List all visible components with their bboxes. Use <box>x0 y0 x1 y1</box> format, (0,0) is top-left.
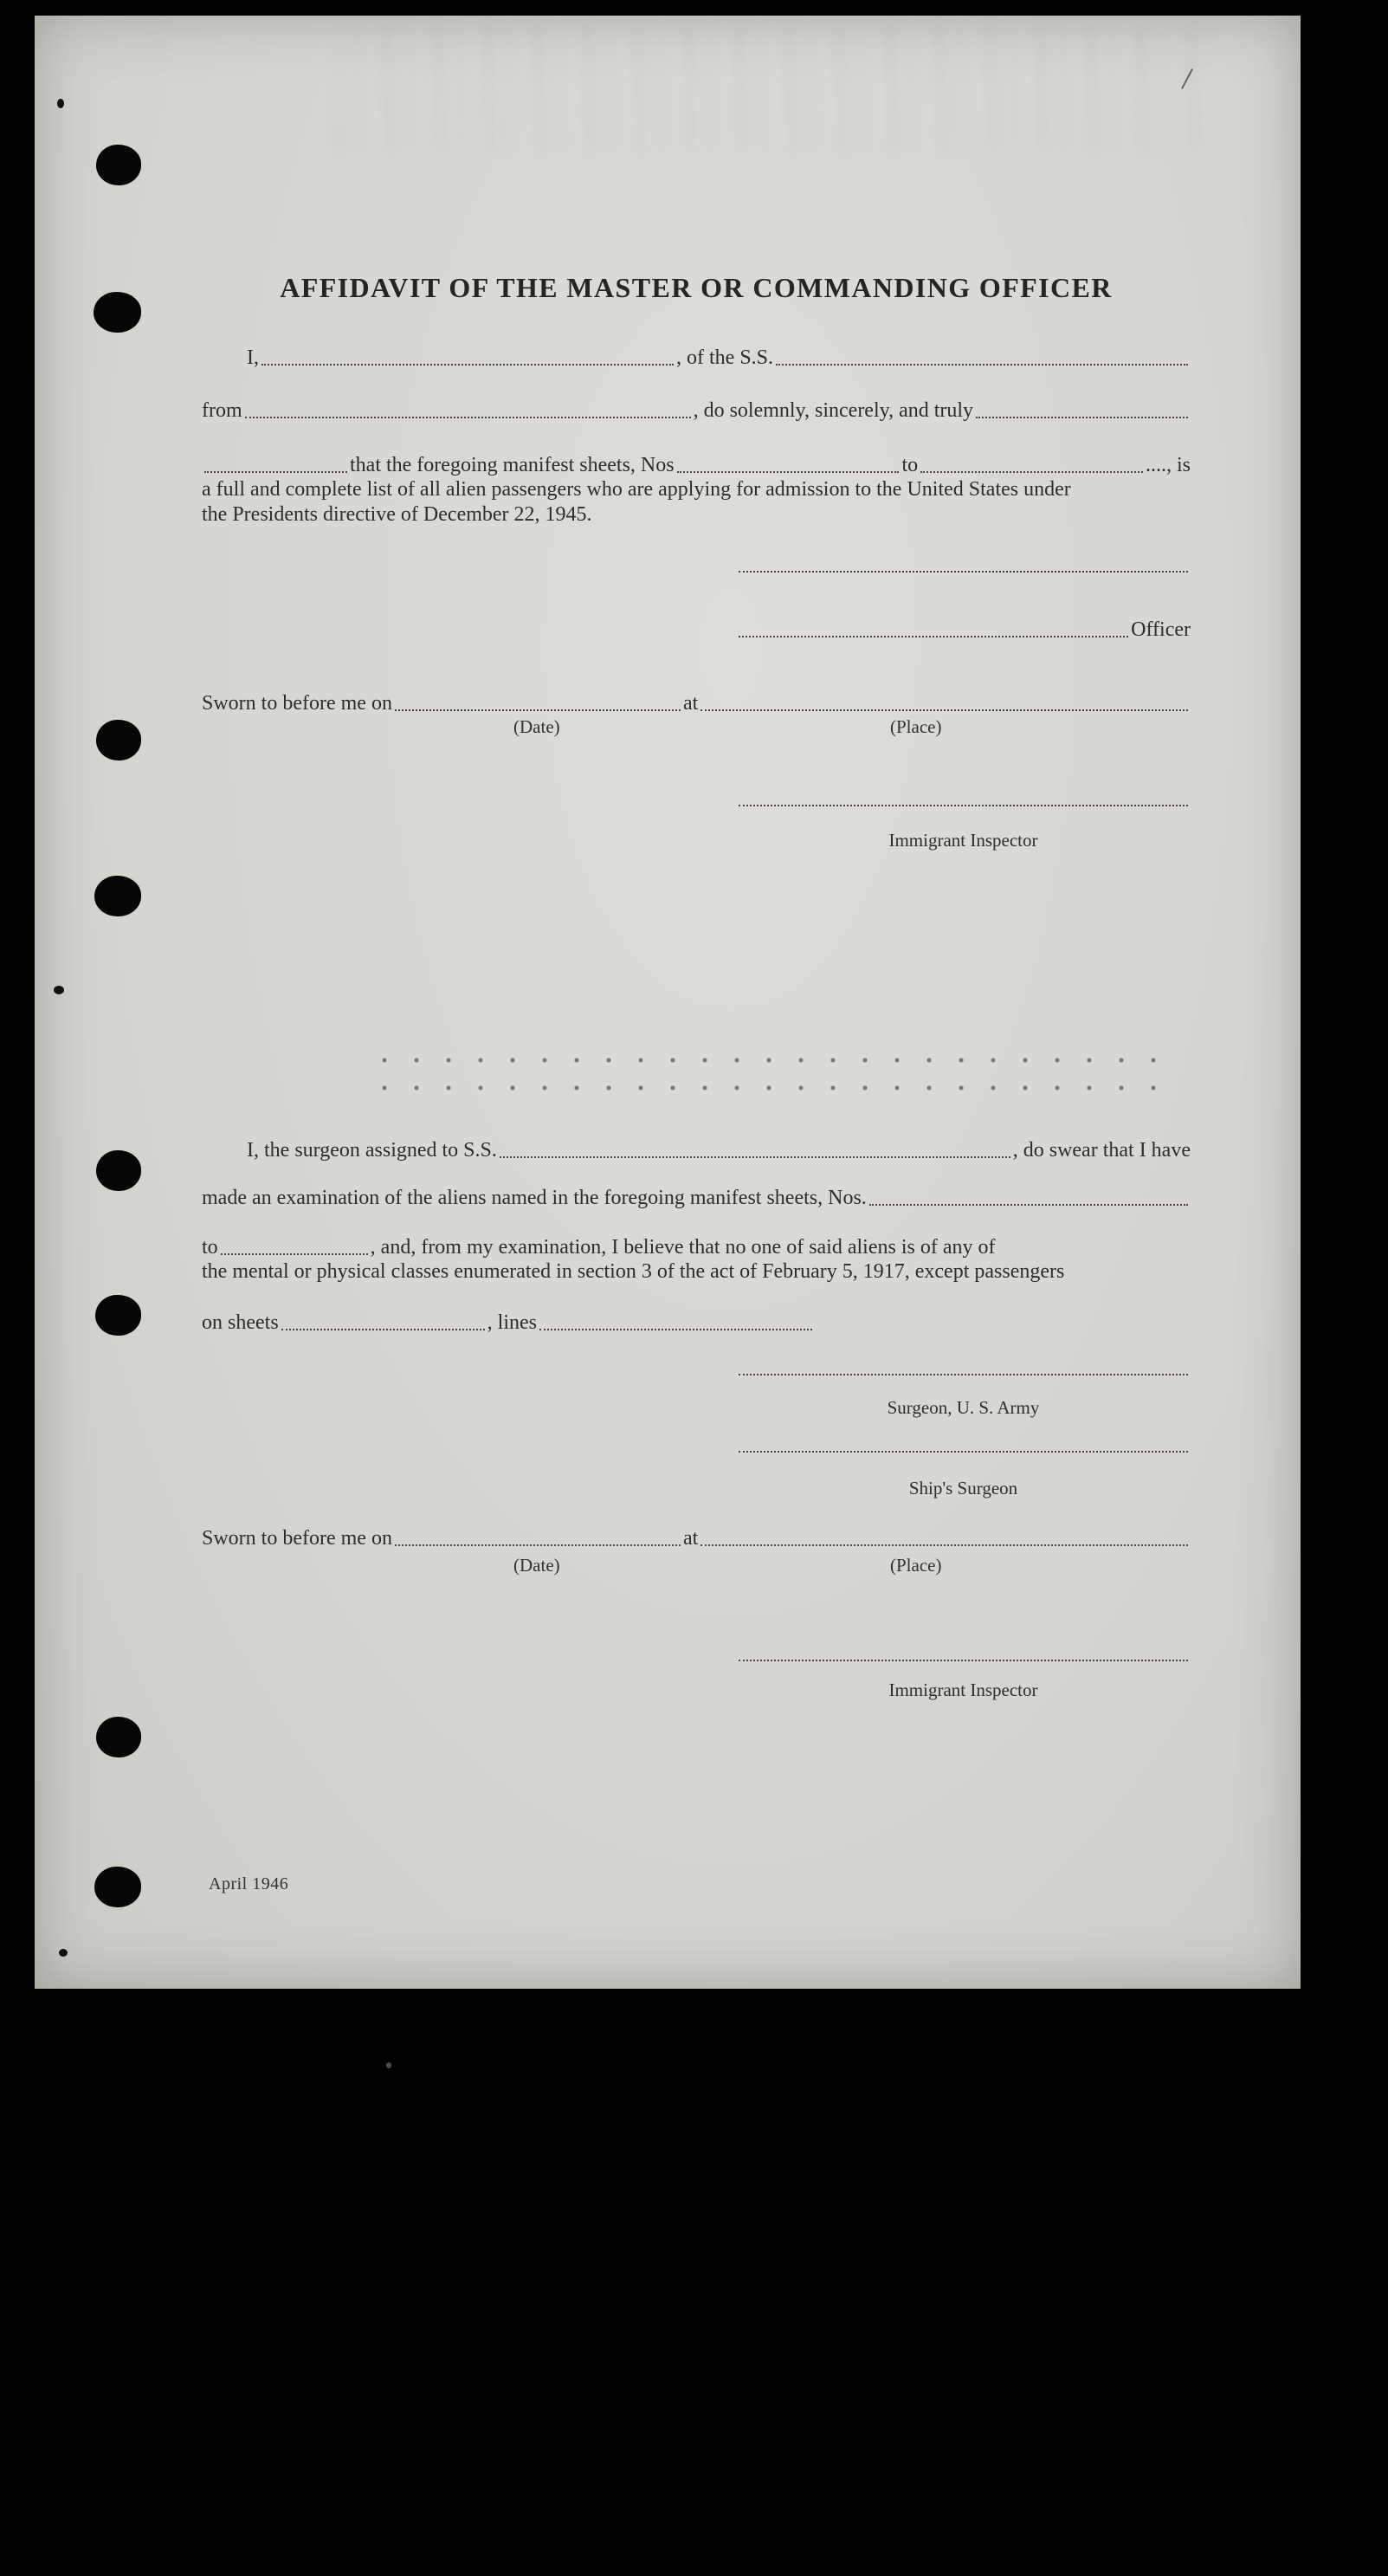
on-sheets-label: on sheets <box>202 1311 279 1334</box>
lines-label: , lines <box>487 1311 537 1334</box>
signature-line <box>739 1451 1188 1453</box>
place-caption: (Place) <box>890 716 942 737</box>
sworn-date-blank <box>395 1544 681 1546</box>
punch-hole <box>96 1150 141 1191</box>
sworn-place-blank <box>700 1544 1188 1546</box>
surgeon-opening-text: I, the surgeon assigned to S.S. <box>247 1139 497 1162</box>
inspector-label: Immigrant Inspector <box>888 830 1038 851</box>
inspector-label: Immigrant Inspector <box>888 1680 1038 1700</box>
punch-hole <box>94 1867 141 1907</box>
ink-bleed-ghost <box>338 23 1212 152</box>
army-surgeon-label: Surgeon, U. S. Army <box>887 1397 1040 1418</box>
sheets-from-blank <box>677 471 900 473</box>
surgeon-inspector-caption <box>736 1680 1191 1701</box>
date-caption: (Date) <box>513 716 560 737</box>
punch-hole <box>95 1295 141 1336</box>
army-surgeon-caption <box>736 1397 1191 1419</box>
scan-speck <box>54 986 64 994</box>
master-inspector-signature-blank <box>736 805 1191 811</box>
signature-line <box>739 636 1128 638</box>
do-swear-text: , do swear that I have <box>1012 1139 1191 1162</box>
master-inspector-caption <box>736 830 1191 851</box>
form-title: AFFIDAVIT OF THE MASTER OR COMMANDING OFFICER <box>280 272 1113 303</box>
form-print-date: April 1946 <box>209 1874 289 1893</box>
surgeon-classes-line <box>202 1259 1191 1284</box>
is-label: ...., is <box>1146 454 1191 476</box>
officer-label: Officer <box>1131 618 1191 641</box>
punch-hole <box>96 720 141 761</box>
port-blank <box>245 417 691 418</box>
perforation-dots <box>381 1056 1165 1064</box>
to-blank <box>221 1253 368 1255</box>
sheets-lines-line <box>202 1311 1191 1335</box>
scan-speck <box>386 2062 391 2068</box>
manifest-text: that the foregoing manifest sheets, Nos <box>350 454 675 476</box>
from-label: from <box>202 399 242 422</box>
scan-speck <box>57 99 64 108</box>
surgeon-sworn-captions <box>202 1555 1191 1577</box>
punch-hole <box>96 145 141 185</box>
master-sworn-line <box>202 691 1191 715</box>
officer-signature-line <box>736 618 1191 642</box>
surgeon-to-line <box>202 1235 1191 1259</box>
officer-signature-blank <box>736 571 1191 577</box>
body-text: the Presidents directive of December 22, 1945. <box>202 503 592 526</box>
sheets-nos-blank <box>869 1204 1188 1206</box>
examination-belief-text: , and, from my examination, I believe that no one of said aliens is of any of <box>370 1236 996 1259</box>
leading-blank <box>204 471 347 473</box>
to-label: to <box>901 454 919 476</box>
manifest-body-line-2 <box>202 477 1191 502</box>
scanned-form-page <box>35 16 1301 1989</box>
solemnly-text: , do solemnly, sincerely, and truly <box>693 399 974 422</box>
punch-hole <box>94 292 141 333</box>
surgeon-examination-line <box>202 1186 1191 1210</box>
manifest-sheets-line <box>202 453 1191 477</box>
truly-trailing-blank <box>976 417 1188 418</box>
sworn-date-blank <box>395 709 681 711</box>
master-opening-line <box>202 346 1191 370</box>
ship-surgeon-caption <box>736 1478 1191 1499</box>
signature-line <box>739 1374 1188 1375</box>
ship-surgeon-label: Ship's Surgeon <box>908 1478 1018 1498</box>
ss-label: , of the S.S. <box>676 346 774 369</box>
manifest-body-line-3 <box>202 502 1191 527</box>
perforation-dots <box>381 1084 1165 1091</box>
classes-text: the mental or physical classes enumerated in section 3 of the act of February 5, 1917, except passengers <box>202 1260 1065 1283</box>
punch-hole <box>96 1717 141 1757</box>
master-i-label: I, <box>247 346 259 369</box>
surgeon-inspector-signature-blank <box>736 1660 1191 1666</box>
body-text: a full and complete list of all alien passengers who are applying for admission to the United States under <box>202 478 1071 501</box>
at-label: at <box>682 692 699 715</box>
army-surgeon-signature-blank <box>736 1374 1191 1380</box>
master-sworn-captions <box>202 716 1191 739</box>
signature-line <box>739 571 1188 573</box>
ship-surgeon-signature-blank <box>736 1451 1191 1457</box>
surgeon-opening-line <box>202 1138 1191 1162</box>
master-from-line <box>202 398 1191 423</box>
sworn-place-blank <box>700 709 1188 711</box>
to-label: to <box>202 1236 218 1259</box>
master-name-blank <box>261 364 674 366</box>
date-caption: (Date) <box>513 1555 560 1576</box>
scan-speck <box>59 1949 68 1957</box>
signature-line <box>739 1660 1188 1661</box>
surgeon-sworn-line <box>202 1526 1191 1550</box>
lines-blank <box>539 1329 812 1330</box>
signature-line <box>739 805 1188 806</box>
sheets-blank <box>281 1329 485 1330</box>
sworn-prefix: Sworn to before me on <box>202 692 392 715</box>
sheets-to-blank <box>920 471 1143 473</box>
punch-hole <box>94 876 141 916</box>
examination-text: made an examination of the aliens named in the foregoing manifest sheets, Nos. <box>202 1187 867 1209</box>
place-caption: (Place) <box>890 1555 942 1576</box>
ss-name-blank <box>776 364 1188 366</box>
surgeon-ss-blank <box>500 1156 1010 1158</box>
sworn-prefix: Sworn to before me on <box>202 1527 392 1550</box>
at-label: at <box>682 1527 699 1550</box>
